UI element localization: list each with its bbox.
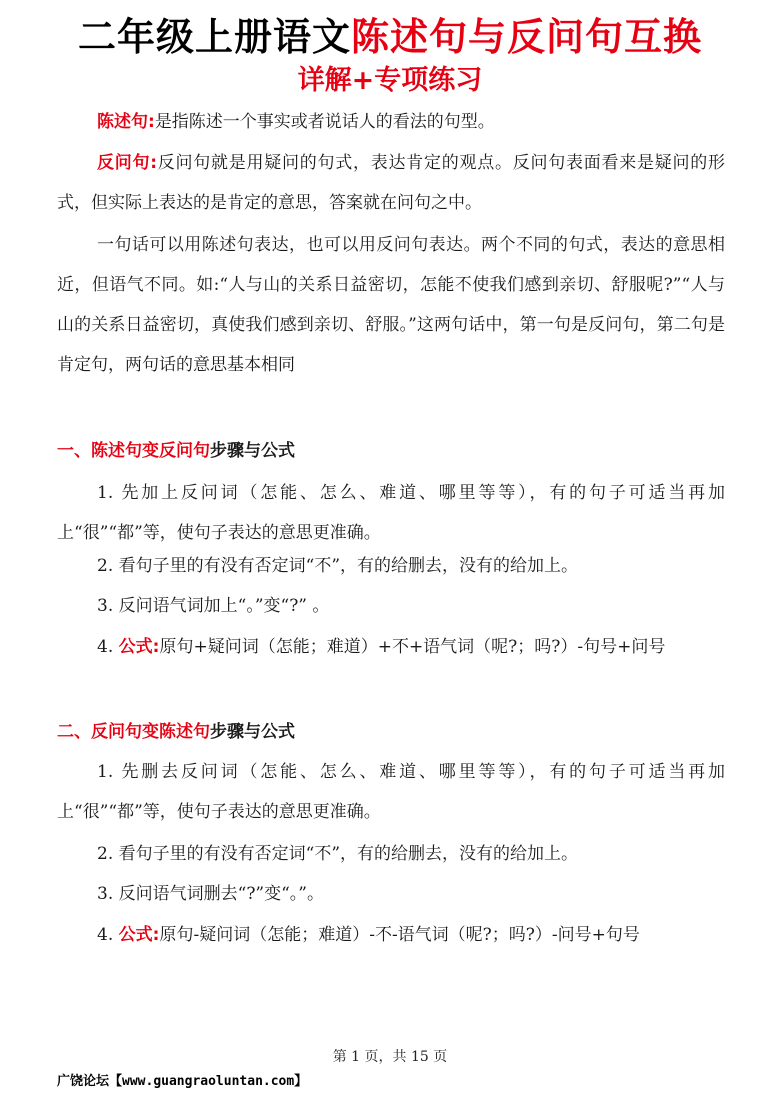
site-url-link[interactable]: www.guangraoluntan.com	[122, 1074, 295, 1089]
site-name: 广饶论坛【	[57, 1074, 123, 1089]
section1-step4-number: 4.	[97, 637, 114, 657]
section1-formula-text: 原句+疑问词（怎能；难道）+不+语气词（呢?；吗?）-句号+问号	[159, 637, 666, 657]
section2-step4	[57, 915, 725, 955]
site-credit	[57, 1073, 307, 1091]
section1-step1: 1. 先加上反问词（怎能、怎么、难道、哪里等等），有的句子可适当再加上“很”“都”等，使句子表达的意思更准确。	[57, 483, 725, 543]
section1-step4	[57, 627, 725, 667]
section2-formula-text: 原句-疑问词（怎能；难道）-不-语气词（呢?；吗?）-问号+句号	[159, 925, 640, 945]
statement-label: 陈述句:	[97, 112, 155, 132]
section2-heading	[57, 717, 295, 747]
section1-heading	[57, 436, 295, 466]
statement-definition	[57, 102, 725, 142]
section1-heading-black: 步骤与公式	[210, 441, 295, 461]
section1-formula-label: 公式:	[118, 637, 160, 657]
title-topic: 陈述句与反问句互换	[351, 15, 703, 59]
page-title	[0, 14, 780, 60]
page-subtitle: 详解+专项练习	[297, 65, 483, 96]
statement-text: 是指陈述一个事实或者说话人的看法的句型。	[154, 112, 495, 132]
section2-step4-number: 4.	[97, 925, 114, 945]
section2-step2: 2. 看句子里的有没有否定词“不”，有的给删去，没有的给加上。	[97, 844, 579, 864]
title-grade: 二年级上册语文	[77, 15, 351, 59]
explanation-paragraph: 一句话可以用陈述句表达，也可以用反问句表达。两个不同的句式，表达的意思相近，但语气不同。如:“人与山的关系日益密切，怎能不使我们感到亲切、舒服呢?”“人与山的关系日益密切，真使我们感到亲切、舒服。”这两句话中，第一句是反问句，第二句是肯定句，两句话的意思基本相同	[57, 235, 725, 375]
section2-step1: 1. 先删去反问词（怎能、怎么、难道、哪里等等），有的句子可适当再加上“很”“都”等，使句子表达的意思更准确。	[57, 762, 725, 822]
section2-heading-black: 步骤与公式	[210, 722, 295, 742]
section1-step3: 3. 反问语气词加上“。”变“?” 。	[97, 596, 330, 616]
site-close-bracket: 】	[294, 1074, 308, 1089]
section2-step3: 3. 反问语气词删去“?”变“。”。	[97, 884, 325, 904]
section1-step2: 2. 看句子里的有没有否定词“不”，有的给删去，没有的给加上。	[97, 556, 579, 576]
section2-heading-red: 二、反问句变陈述句	[57, 722, 210, 742]
page-number: 第 1 页，共 15 页	[332, 1049, 448, 1065]
rhetorical-text: 反问句就是用疑问的句式，表达肯定的观点。反问句表面看来是疑问的形式，但实际上表达的是肯定的意思，答案就在问句之中。	[57, 153, 725, 213]
rhetorical-label: 反问句:	[97, 153, 158, 173]
section1-heading-red: 一、陈述句变反问句	[57, 441, 210, 461]
rhetorical-definition	[57, 143, 725, 223]
section2-formula-label: 公式:	[118, 925, 160, 945]
